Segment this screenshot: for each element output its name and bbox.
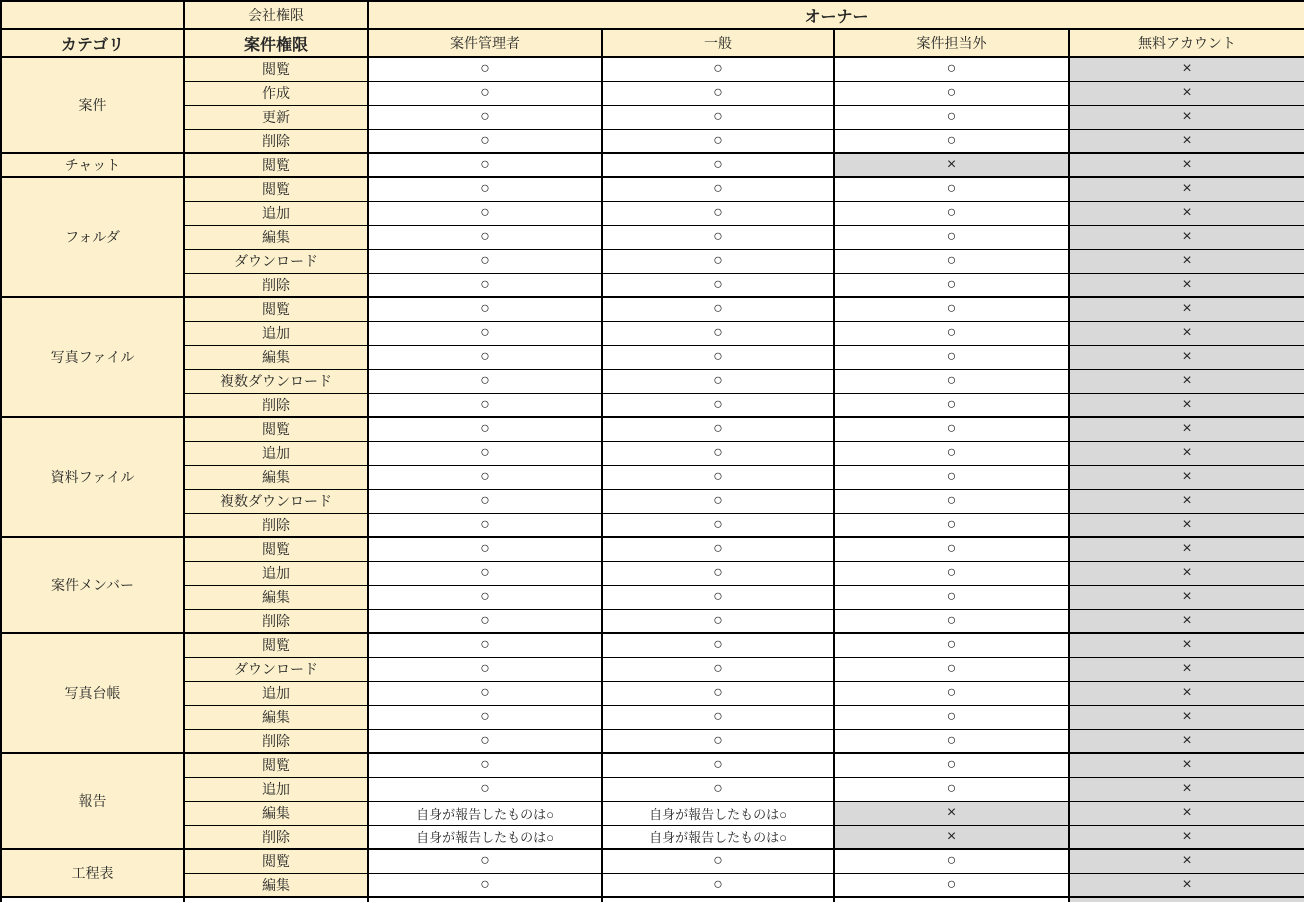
allowed-cell: ○ <box>602 177 834 201</box>
allowed-cell: ○ <box>834 681 1069 705</box>
category-group <box>1 417 1304 537</box>
allowed-cell: ○ <box>834 849 1069 873</box>
category-header: カテゴリ <box>1 29 184 57</box>
allowed-cell: ○ <box>834 753 1069 777</box>
matrix-row <box>1 729 1304 753</box>
matrix-row <box>1 465 1304 489</box>
denied-cell: × <box>1069 801 1304 825</box>
allowed-cell: ○ <box>602 465 834 489</box>
allowed-cell: ○ <box>368 345 602 369</box>
denied-cell: × <box>1069 177 1304 201</box>
denied-cell: × <box>1069 513 1304 537</box>
allowed-cell: ○ <box>834 273 1069 297</box>
matrix-row <box>1 609 1304 633</box>
allowed-cell: ○ <box>368 321 602 345</box>
matrix-row <box>1 585 1304 609</box>
allowed-cell: ○ <box>602 561 834 585</box>
denied-cell: × <box>1069 273 1304 297</box>
category-group <box>1 177 1304 297</box>
permission-label-cell: 閲覧 <box>184 177 368 201</box>
allowed-cell: ○ <box>368 729 602 753</box>
allowed-cell: ○ <box>368 249 602 273</box>
allowed-cell: ○ <box>834 345 1069 369</box>
permission-label-cell: 追加 <box>184 441 368 465</box>
denied-cell: × <box>1069 633 1304 657</box>
matrix-row <box>1 201 1304 225</box>
permission-label-cell: 削除 <box>184 825 368 849</box>
header-row-roles <box>1 29 1304 57</box>
allowed-cell: ○ <box>602 633 834 657</box>
allowed-cell: ○ <box>368 585 602 609</box>
allowed-cell: ○ <box>834 321 1069 345</box>
permission-label-cell: 追加 <box>184 777 368 801</box>
allowed-cell: ○ <box>834 705 1069 729</box>
allowed-cell: ○ <box>602 441 834 465</box>
category-cell: フォルダ <box>1 177 184 297</box>
allowed-cell: ○ <box>602 297 834 321</box>
matrix-row <box>1 321 1304 345</box>
allowed-cell: ○ <box>602 417 834 441</box>
allowed-cell: ○ <box>602 753 834 777</box>
bleed-col-free-account <box>1068 898 1304 902</box>
allowed-cell: ○ <box>368 417 602 441</box>
allowed-cell: ○ <box>368 489 602 513</box>
allowed-cell: ○ <box>602 81 834 105</box>
permission-label-cell: 閲覧 <box>184 57 368 81</box>
category-group <box>1 297 1304 417</box>
permission-label-cell: 閲覧 <box>184 753 368 777</box>
permission-label-cell: 編集 <box>184 225 368 249</box>
permission-label-cell: 閲覧 <box>184 297 368 321</box>
allowed-cell: ○ <box>602 705 834 729</box>
matrix-row <box>1 345 1304 369</box>
denied-cell: × <box>1069 849 1304 873</box>
permission-label-cell: 閲覧 <box>184 417 368 441</box>
matrix-row <box>1 369 1304 393</box>
table-header <box>1 1 1304 57</box>
denied-cell: × <box>1069 873 1304 897</box>
permission-label-cell: 削除 <box>184 273 368 297</box>
allowed-cell: ○ <box>368 105 602 129</box>
allowed-cell: ○ <box>368 441 602 465</box>
category-cell: 報告 <box>1 753 184 849</box>
denied-cell: × <box>1069 705 1304 729</box>
bleed-col-category <box>0 898 183 902</box>
permission-label-cell: 複数ダウンロード <box>184 489 368 513</box>
allowed-cell: ○ <box>602 249 834 273</box>
allowed-cell: ○ <box>602 321 834 345</box>
allowed-cell: ○ <box>834 489 1069 513</box>
allowed-cell: ○ <box>368 849 602 873</box>
denied-cell: × <box>1069 321 1304 345</box>
category-cell: 案件メンバー <box>1 537 184 633</box>
permission-label-cell: 削除 <box>184 609 368 633</box>
denied-cell: × <box>1069 489 1304 513</box>
denied-cell: × <box>1069 417 1304 441</box>
matrix-row <box>1 81 1304 105</box>
category-group <box>1 753 1304 849</box>
permission-label-cell: 削除 <box>184 729 368 753</box>
allowed-cell: ○ <box>834 81 1069 105</box>
allowed-cell: ○ <box>602 153 834 177</box>
allowed-cell: ○ <box>834 417 1069 441</box>
matrix-row <box>1 105 1304 129</box>
matrix-row <box>1 849 1304 873</box>
role-header: 一般 <box>602 29 834 57</box>
allowed-cell: ○ <box>834 369 1069 393</box>
matrix-row <box>1 873 1304 897</box>
matrix-row <box>1 825 1304 849</box>
allowed-cell: ○ <box>602 129 834 153</box>
allowed-cell: ○ <box>834 609 1069 633</box>
company-permission-header: 会社権限 <box>184 1 368 29</box>
matrix-row <box>1 753 1304 777</box>
allowed-cell: ○ <box>602 609 834 633</box>
denied-cell: × <box>834 153 1069 177</box>
matrix-row <box>1 489 1304 513</box>
allowed-cell: ○ <box>834 561 1069 585</box>
denied-cell: × <box>1069 753 1304 777</box>
allowed-cell: ○ <box>602 513 834 537</box>
allowed-cell: ○ <box>602 105 834 129</box>
allowed-cell: ○ <box>602 681 834 705</box>
permission-label-cell: 閲覧 <box>184 633 368 657</box>
allowed-cell: ○ <box>602 657 834 681</box>
allowed-cell: ○ <box>602 537 834 561</box>
allowed-cell: ○ <box>368 177 602 201</box>
allowed-cell: ○ <box>368 201 602 225</box>
matrix-row <box>1 273 1304 297</box>
permission-label-cell: 削除 <box>184 513 368 537</box>
allowed-cell: ○ <box>602 777 834 801</box>
category-cell: 案件 <box>1 57 184 153</box>
allowed-cell: ○ <box>368 561 602 585</box>
allowed-cell: ○ <box>368 873 602 897</box>
allowed-cell: ○ <box>368 81 602 105</box>
own-report-only-cell: 自身が報告したものは○ <box>602 801 834 825</box>
denied-cell: × <box>1069 465 1304 489</box>
permission-label-cell: 編集 <box>184 345 368 369</box>
permission-label-cell: 閲覧 <box>184 153 368 177</box>
permission-label-cell: 編集 <box>184 585 368 609</box>
own-report-only-cell: 自身が報告したものは○ <box>602 825 834 849</box>
allowed-cell: ○ <box>602 873 834 897</box>
allowed-cell: ○ <box>602 393 834 417</box>
allowed-cell: ○ <box>834 585 1069 609</box>
matrix-row <box>1 633 1304 657</box>
matrix-row <box>1 393 1304 417</box>
permission-label-cell: ダウンロード <box>184 657 368 681</box>
denied-cell: × <box>1069 201 1304 225</box>
corner-cell <box>1 1 184 29</box>
permission-label-cell: 編集 <box>184 465 368 489</box>
header-row-top <box>1 1 1304 29</box>
matrix-row <box>1 129 1304 153</box>
permission-label-cell: 削除 <box>184 129 368 153</box>
category-cell: 資料ファイル <box>1 417 184 537</box>
matrix-row <box>1 177 1304 201</box>
permission-label-cell: 追加 <box>184 561 368 585</box>
allowed-cell: ○ <box>368 297 602 321</box>
matrix-row <box>1 537 1304 561</box>
allowed-cell: ○ <box>834 57 1069 81</box>
denied-cell: × <box>1069 777 1304 801</box>
denied-cell: × <box>834 801 1069 825</box>
permission-label-cell: 編集 <box>184 705 368 729</box>
allowed-cell: ○ <box>834 537 1069 561</box>
matrix-row <box>1 681 1304 705</box>
permission-label-cell: 編集 <box>184 801 368 825</box>
cropped-next-row-strip <box>0 898 1304 902</box>
allowed-cell: ○ <box>834 297 1069 321</box>
allowed-cell: ○ <box>368 153 602 177</box>
permission-label-cell: 編集 <box>184 873 368 897</box>
allowed-cell: ○ <box>368 777 602 801</box>
category-cell: 写真ファイル <box>1 297 184 417</box>
denied-cell: × <box>1069 345 1304 369</box>
permission-label-cell: 更新 <box>184 105 368 129</box>
matrix-row <box>1 225 1304 249</box>
allowed-cell: ○ <box>834 729 1069 753</box>
allowed-cell: ○ <box>368 609 602 633</box>
denied-cell: × <box>1069 393 1304 417</box>
allowed-cell: ○ <box>368 369 602 393</box>
denied-cell: × <box>1069 297 1304 321</box>
denied-cell: × <box>1069 729 1304 753</box>
matrix-row <box>1 513 1304 537</box>
allowed-cell: ○ <box>834 657 1069 681</box>
denied-cell: × <box>1069 585 1304 609</box>
matrix-row <box>1 561 1304 585</box>
matrix-row <box>1 801 1304 825</box>
allowed-cell: ○ <box>602 489 834 513</box>
denied-cell: × <box>1069 57 1304 81</box>
own-report-only-cell: 自身が報告したものは○ <box>368 801 602 825</box>
denied-cell: × <box>1069 225 1304 249</box>
denied-cell: × <box>1069 825 1304 849</box>
allowed-cell: ○ <box>602 201 834 225</box>
matrix-row <box>1 777 1304 801</box>
permission-label-cell: 閲覧 <box>184 849 368 873</box>
allowed-cell: ○ <box>368 537 602 561</box>
denied-cell: × <box>1069 441 1304 465</box>
allowed-cell: ○ <box>834 105 1069 129</box>
allowed-cell: ○ <box>834 201 1069 225</box>
allowed-cell: ○ <box>368 513 602 537</box>
allowed-cell: ○ <box>602 273 834 297</box>
denied-cell: × <box>1069 681 1304 705</box>
allowed-cell: ○ <box>602 729 834 753</box>
category-group <box>1 153 1304 177</box>
denied-cell: × <box>1069 609 1304 633</box>
allowed-cell: ○ <box>834 873 1069 897</box>
denied-cell: × <box>1069 81 1304 105</box>
allowed-cell: ○ <box>368 129 602 153</box>
allowed-cell: ○ <box>368 633 602 657</box>
category-group <box>1 57 1304 153</box>
allowed-cell: ○ <box>602 57 834 81</box>
allowed-cell: ○ <box>834 633 1069 657</box>
permission-label-cell: 閲覧 <box>184 537 368 561</box>
permission-label-cell: 追加 <box>184 201 368 225</box>
permission-label-cell: 複数ダウンロード <box>184 369 368 393</box>
allowed-cell: ○ <box>368 657 602 681</box>
allowed-cell: ○ <box>602 369 834 393</box>
denied-cell: × <box>834 825 1069 849</box>
allowed-cell: ○ <box>834 177 1069 201</box>
allowed-cell: ○ <box>602 225 834 249</box>
matrix-row <box>1 441 1304 465</box>
bleed-col-manager <box>367 898 601 902</box>
allowed-cell: ○ <box>368 681 602 705</box>
denied-cell: × <box>1069 369 1304 393</box>
allowed-cell: ○ <box>834 225 1069 249</box>
category-cell: チャット <box>1 153 184 177</box>
allowed-cell: ○ <box>368 465 602 489</box>
allowed-cell: ○ <box>368 393 602 417</box>
category-group <box>1 849 1304 897</box>
matrix-row <box>1 153 1304 177</box>
permission-label-cell: 削除 <box>184 393 368 417</box>
denied-cell: × <box>1069 537 1304 561</box>
allowed-cell: ○ <box>368 705 602 729</box>
allowed-cell: ○ <box>834 777 1069 801</box>
denied-cell: × <box>1069 249 1304 273</box>
permission-label-cell: 追加 <box>184 321 368 345</box>
role-header: 案件管理者 <box>368 29 602 57</box>
owner-header: オーナー <box>368 1 1304 29</box>
matrix-row <box>1 417 1304 441</box>
allowed-cell: ○ <box>368 225 602 249</box>
bleed-col-permission <box>183 898 367 902</box>
permission-label-cell: ダウンロード <box>184 249 368 273</box>
allowed-cell: ○ <box>602 849 834 873</box>
role-header: 無料アカウント <box>1069 29 1304 57</box>
denied-cell: × <box>1069 561 1304 585</box>
allowed-cell: ○ <box>834 513 1069 537</box>
bleed-col-nonassigned <box>833 898 1068 902</box>
allowed-cell: ○ <box>602 345 834 369</box>
allowed-cell: ○ <box>834 249 1069 273</box>
denied-cell: × <box>1069 129 1304 153</box>
allowed-cell: ○ <box>602 585 834 609</box>
own-report-only-cell: 自身が報告したものは○ <box>368 825 602 849</box>
category-group <box>1 633 1304 753</box>
matrix-row <box>1 297 1304 321</box>
denied-cell: × <box>1069 153 1304 177</box>
permission-label-cell: 作成 <box>184 81 368 105</box>
denied-cell: × <box>1069 657 1304 681</box>
category-cell: 工程表 <box>1 849 184 897</box>
allowed-cell: ○ <box>834 441 1069 465</box>
allowed-cell: ○ <box>368 753 602 777</box>
category-cell: 写真台帳 <box>1 633 184 753</box>
allowed-cell: ○ <box>368 273 602 297</box>
allowed-cell: ○ <box>834 393 1069 417</box>
matrix-row <box>1 57 1304 81</box>
allowed-cell: ○ <box>834 465 1069 489</box>
allowed-cell: ○ <box>834 129 1069 153</box>
matrix-row <box>1 657 1304 681</box>
category-group <box>1 537 1304 633</box>
bleed-col-general <box>601 898 833 902</box>
matrix-row <box>1 705 1304 729</box>
allowed-cell: ○ <box>368 57 602 81</box>
case-permission-header: 案件権限 <box>184 29 368 57</box>
role-header: 案件担当外 <box>834 29 1069 57</box>
permission-label-cell: 追加 <box>184 681 368 705</box>
denied-cell: × <box>1069 105 1304 129</box>
matrix-row <box>1 249 1304 273</box>
